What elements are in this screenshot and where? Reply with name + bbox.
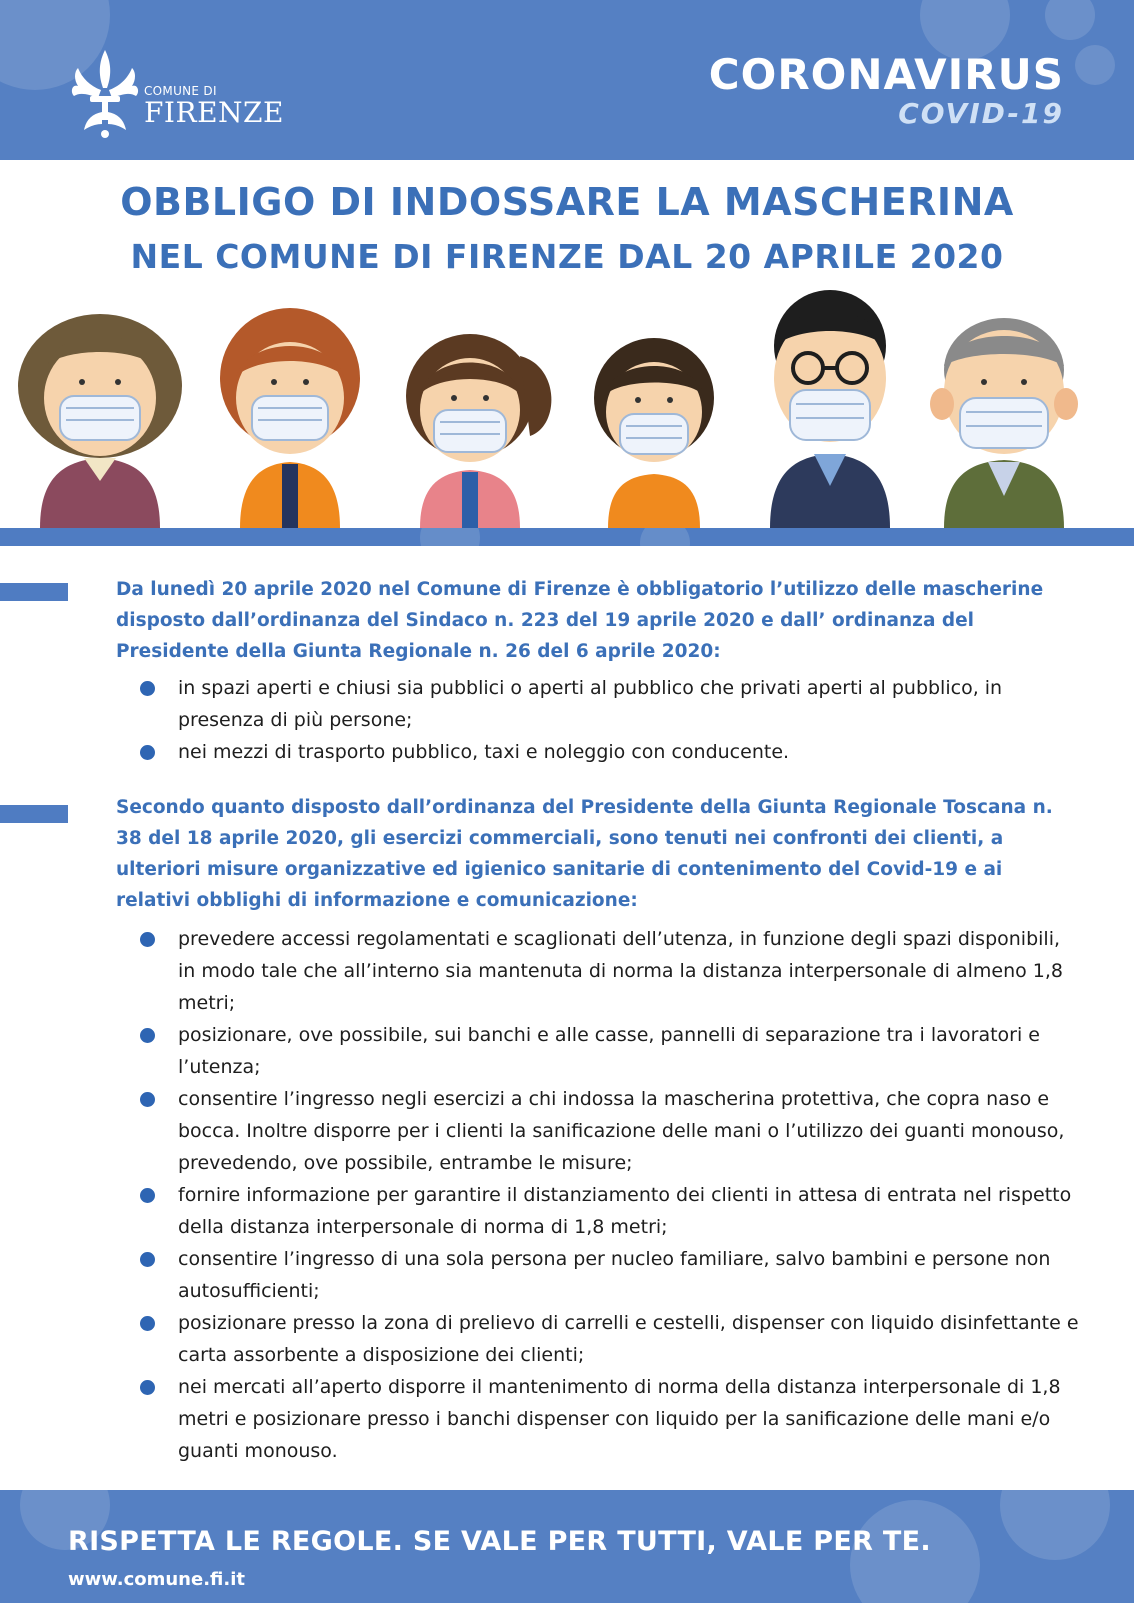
list-item-text: nei mezzi di trasporto pubblico, taxi e noleggio con conducente. (178, 741, 790, 763)
footer-banner (0, 1490, 1134, 1603)
bullet-icon (140, 681, 155, 696)
list-item (140, 1371, 1080, 1467)
list-item-text: consentire l’ingresso di una sola persona per nucleo familiare, salvo bambini e persone non autosufficienti; (178, 1248, 1051, 1302)
section-marker (0, 583, 68, 601)
section2-lead: Secondo quanto disposto dall’ordinanza del Presidente della Giunta Regionale Toscana n. 38 del 18 aprile 2020, gli esercizi commerciali, sono tenuti nei confronti dei clienti, a ulteriori misure organizzative ed igienico sanitarie di contenimento del Covid-19 e ai relativi obblighi di informazione e comunicazione: (116, 797, 1053, 911)
badge-subtitle: COVID-19 (898, 97, 1064, 130)
decor-circle (1045, 0, 1095, 40)
list-item (140, 1307, 1080, 1371)
list-item (140, 736, 1080, 768)
list-item (140, 1243, 1080, 1307)
person-woman-orange-icon (220, 308, 360, 528)
list-item (140, 1179, 1080, 1243)
fleur-de-lis-icon (68, 48, 142, 140)
list-item-text: in spazi aperti e chiusi sia pubblici o aperti al pubblico che privati aperti al pubblico, in presenza di più persone; (178, 677, 1003, 731)
bullet-icon (140, 1316, 155, 1331)
list-item-text: posizionare, ove possibile, sui banchi e alle casse, pannelli di separazione tra i lavoratori e l’utenza; (178, 1024, 1040, 1078)
section2-list (140, 923, 1080, 1467)
bullet-icon (140, 1028, 155, 1043)
bullet-icon (140, 932, 155, 947)
list-item-text: consentire l’ingresso negli esercizi a chi indossa la mascherina protettiva, che copra naso e bocca. Inoltre disporre per i clienti la sanificazione delle mani o l’utilizzo dei guanti monouso, prevedendo, ove possibile, entrambe le misure; (178, 1088, 1065, 1174)
bullet-icon (140, 1188, 155, 1203)
page-subtitle: NEL COMUNE DI FIRENZE DAL 20 APRILE 2020 (130, 237, 1004, 276)
section-divider (0, 528, 1134, 546)
logo-text-small: COMUNE DI (144, 84, 217, 98)
person-girl-pink-icon (406, 334, 551, 528)
list-item-text: prevedere accessi regolamentati e scaglionati dell’utenza, in funzione degli spazi disponibili, in modo tale che all’interno sia mantenuta di norma la distanza interpersonale di almeno 1,8 metri; (178, 928, 1064, 1014)
bullet-icon (140, 1092, 155, 1107)
coronavirus-badge (709, 52, 1064, 130)
list-item (140, 923, 1080, 1019)
person-man-glasses-icon (770, 290, 890, 528)
list-item-text: nei mercati all’aperto disporre il mantenimento di norma della distanza interpersonale di 1,8 metri e posizionare presso i banchi dispenser con liquido per la sanificazione delle mani e/o guanti monouso. (178, 1376, 1061, 1462)
page-title: OBBLIGO DI INDOSSARE LA MASCHERINA (120, 180, 1014, 224)
bullet-icon (140, 1380, 155, 1395)
list-item (140, 1083, 1080, 1179)
decor-circle (1075, 45, 1115, 85)
list-item-text: fornire informazione per garantire il distanziamento dei clienti in attesa di entrata nel rispetto della distanza interpersonale di norma di 1,8 metri; (178, 1184, 1072, 1238)
header-banner (0, 0, 1134, 160)
bullet-icon (140, 1252, 155, 1267)
section-marker (0, 805, 68, 823)
decor-circle (1000, 1490, 1110, 1560)
footer-slogan: RISPETTA LE REGOLE. SE VALE PER TUTTI, VALE PER TE. (68, 1526, 931, 1557)
people-with-masks-illustration (0, 286, 1134, 528)
decor-circle (420, 528, 480, 546)
section1-list (140, 672, 1080, 768)
list-item (140, 672, 1080, 736)
badge-title: CORONAVIRUS (708, 50, 1064, 99)
list-item (140, 1019, 1080, 1083)
comune-firenze-logo (68, 48, 284, 144)
section1-lead: Da lunedì 20 aprile 2020 nel Comune di Firenze è obbligatorio l’utilizzo delle mascherine disposto dall’ordinanza del Sindaco n. 223 del 19 aprile 2020 e dall’ ordinanza del Presidente della Giunta Regionale n. 26 del 6 aprile 2020: (116, 579, 1044, 662)
footer-url-link[interactable]: www.comune.fi.it (68, 1569, 245, 1590)
logo-text-big: FIRENZE (144, 96, 284, 129)
list-item-text: posizionare presso la zona di prelievo di carrelli e cestelli, dispenser con liquido disinfettante e carta assorbente a disposizione dei clienti; (178, 1312, 1079, 1366)
person-older-woman-icon (18, 314, 182, 528)
person-older-man-icon (930, 318, 1078, 528)
person-boy-orange-icon (594, 338, 714, 528)
bullet-icon (140, 745, 155, 760)
decor-circle (640, 528, 690, 546)
